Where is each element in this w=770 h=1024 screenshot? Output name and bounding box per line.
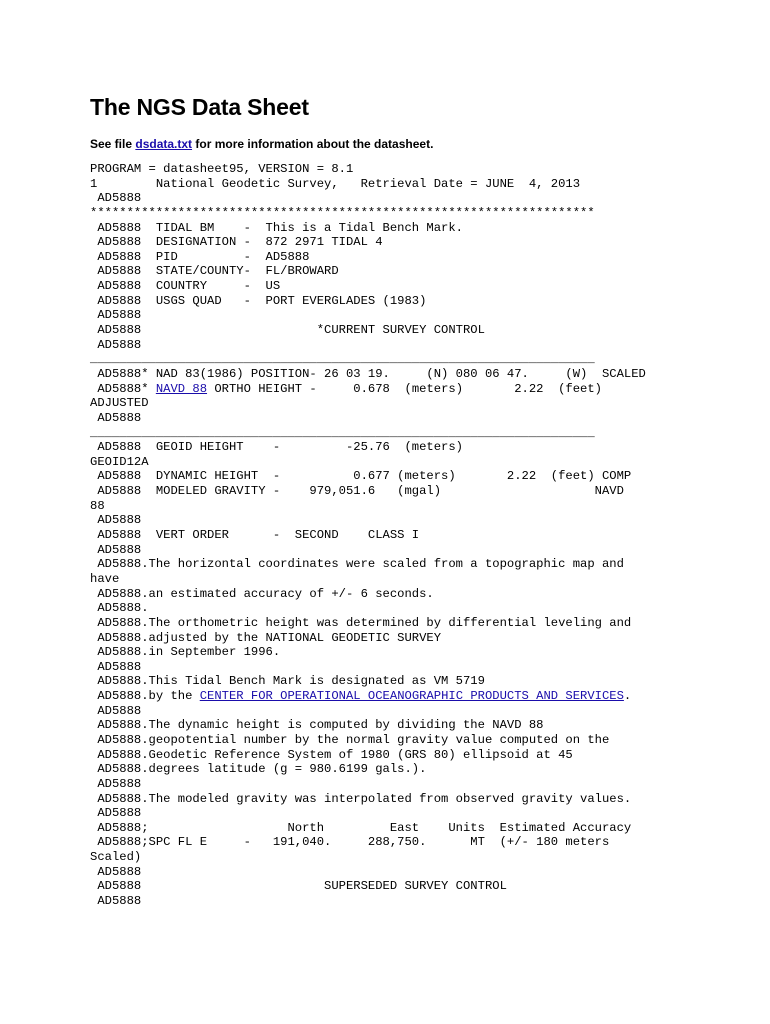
datasheet-line [90, 338, 760, 353]
datasheet-line [90, 382, 760, 397]
datasheet-line [90, 411, 760, 426]
datasheet-line [90, 455, 760, 470]
line-text: AD5888 [90, 659, 142, 674]
datasheet-link[interactable]: NAVD 88 [155, 381, 208, 396]
datasheet-line [90, 484, 760, 499]
line-text: AD5888 [90, 191, 142, 206]
line-text: ORTHO HEIGHT - 0.678 (meters) 2.22 (feet) [207, 381, 602, 396]
line-text: AD5888 MODELED GRAVITY - 979,051.6 (mgal) NAVD [90, 484, 624, 499]
datasheet-line [90, 674, 760, 689]
line-text: AD5888; North East Units Estimated Accuracy [90, 820, 632, 835]
datasheet-line [90, 616, 760, 631]
datasheet-line [90, 352, 760, 367]
line-text: AD5888 USGS QUAD - PORT EVERGLADES (1983) [90, 293, 427, 308]
intro-text-before: See file [90, 137, 136, 151]
line-text: AD5888.The horizontal coordinates were scaled from a topographic map and [90, 557, 624, 572]
datasheet-line [90, 865, 760, 880]
line-text: _____________________________________________________________________ [90, 352, 595, 367]
line-text: AD5888 GEOID HEIGHT - -25.76 (meters) [90, 440, 463, 455]
line-text: 1 National Geodetic Survey, Retrieval Date = JUNE 4, 2013 [90, 176, 581, 191]
datasheet-line [90, 235, 760, 250]
line-text: AD5888 COUNTRY - US [90, 279, 281, 294]
datasheet-line [90, 894, 760, 909]
datasheet-line [90, 396, 760, 411]
line-text: AD5888 PID - AD5888 [90, 249, 310, 264]
datasheet-line [90, 660, 760, 675]
datasheet-line [90, 528, 760, 543]
datasheet-line [90, 250, 760, 265]
line-text: AD5888.The dynamic height is computed by dividing the NAVD 88 [90, 718, 544, 733]
datasheet-line [90, 718, 760, 733]
datasheet-line [90, 543, 760, 558]
line-text: AD5888 [90, 703, 142, 718]
datasheet-line [90, 601, 760, 616]
line-text: AD5888.This Tidal Bench Mark is designated as VM 5719 [90, 674, 485, 689]
datasheet-link[interactable]: CENTER FOR OPERATIONAL OCEANOGRAPHIC PRODUCTS AND SERVICES [199, 689, 624, 704]
datasheet-line [90, 587, 760, 602]
line-text: AD5888.degrees latitude (g = 980.6199 gals.). [90, 762, 427, 777]
line-text: AD5888 [90, 894, 142, 909]
line-text: . [623, 689, 632, 704]
line-text: AD5888. [90, 601, 149, 616]
datasheet-line [90, 645, 760, 660]
line-text: have [90, 571, 120, 586]
line-text: AD5888.The modeled gravity was interpolated from observed gravity values. [90, 791, 632, 806]
datasheet-line [90, 206, 760, 221]
datasheet-line [90, 221, 760, 236]
line-text: AD5888 [90, 542, 142, 557]
datasheet-line [90, 748, 760, 763]
datasheet-line [90, 689, 760, 704]
datasheet-line [90, 469, 760, 484]
datasheet-line [90, 162, 760, 177]
line-text: AD5888.adjusted by the NATIONAL GEODETIC SURVEY [90, 630, 442, 645]
line-text: AD5888 [90, 337, 142, 352]
datasheet-line [90, 572, 760, 587]
line-text: AD5888* [90, 381, 156, 396]
line-text: AD5888 SUPERSEDED SURVEY CONTROL [90, 879, 507, 894]
line-text: 88 [90, 498, 105, 513]
datasheet-line [90, 792, 760, 807]
datasheet-line [90, 294, 760, 309]
line-text: AD5888 DYNAMIC HEIGHT - 0.677 (meters) 2.22 (feet) COMP [90, 469, 632, 484]
datasheet-line [90, 762, 760, 777]
line-text: AD5888 [90, 864, 142, 879]
datasheet-line [90, 733, 760, 748]
line-text: AD5888.by the [90, 689, 200, 704]
datasheet-text [90, 162, 760, 909]
datasheet-page [90, 92, 760, 909]
line-text: AD5888.The orthometric height was determined by differential leveling and [90, 615, 632, 630]
datasheet-line [90, 440, 760, 455]
line-text: AD5888.in September 1996. [90, 645, 281, 660]
intro-paragraph [90, 137, 760, 152]
line-text: AD5888 [90, 410, 142, 425]
datasheet-line [90, 426, 760, 441]
line-text: AD5888;SPC FL E - 191,040. 288,750. MT (+/- 180 meters [90, 835, 610, 850]
line-text: AD5888 VERT ORDER - SECOND CLASS I [90, 528, 420, 543]
line-text: _____________________________________________________________________ [90, 425, 595, 440]
datasheet-line [90, 499, 760, 514]
datasheet-line [90, 777, 760, 792]
line-text: GEOID12A [90, 454, 149, 469]
datasheet-line [90, 821, 760, 836]
datasheet-line [90, 631, 760, 646]
datasheet-line [90, 879, 760, 894]
page-title: The NGS Data Sheet [90, 94, 309, 120]
line-text: PROGRAM = datasheet95, VERSION = 8.1 [90, 162, 354, 176]
datasheet-line [90, 308, 760, 323]
line-text: AD5888 STATE/COUNTY- FL/BROWARD [90, 264, 339, 279]
datasheet-line [90, 557, 760, 572]
line-text: AD5888 [90, 308, 142, 323]
line-text: AD5888* NAD 83(1986) POSITION- 26 03 19. (N) 080 06 47. (W) SCALED [90, 366, 646, 381]
datasheet-line [90, 367, 760, 382]
datasheet-line [90, 177, 760, 192]
line-text: AD5888 [90, 806, 142, 821]
datasheet-line [90, 323, 760, 338]
intro-text-after: for more information about the datasheet. [192, 137, 434, 151]
datasheet-line [90, 850, 760, 865]
datasheet-line [90, 264, 760, 279]
datasheet-line [90, 806, 760, 821]
line-text: AD5888 [90, 776, 142, 791]
line-text: ADJUSTED [90, 396, 149, 411]
line-text: AD5888 [90, 513, 142, 528]
line-text: AD5888 TIDAL BM - This is a Tidal Bench Mark. [90, 220, 463, 235]
line-text: AD5888.Geodetic Reference System of 1980 (GRS 80) ellipsoid at 45 [90, 747, 573, 762]
datasheet-line [90, 279, 760, 294]
datasheet-line [90, 835, 760, 850]
line-text: AD5888 DESIGNATION - 872 2971 TIDAL 4 [90, 235, 383, 250]
line-text: Scaled) [90, 850, 142, 865]
datasheet-line [90, 704, 760, 719]
dsdata-link[interactable]: dsdata.txt [135, 137, 193, 151]
line-text: AD5888.an estimated accuracy of +/- 6 seconds. [90, 586, 434, 601]
datasheet-line [90, 513, 760, 528]
line-text: AD5888 *CURRENT SURVEY CONTROL [90, 323, 485, 338]
line-text: ********************************************************************* [90, 205, 595, 220]
line-text: AD5888.geopotential number by the normal gravity value computed on the [90, 732, 610, 747]
datasheet-line [90, 191, 760, 206]
